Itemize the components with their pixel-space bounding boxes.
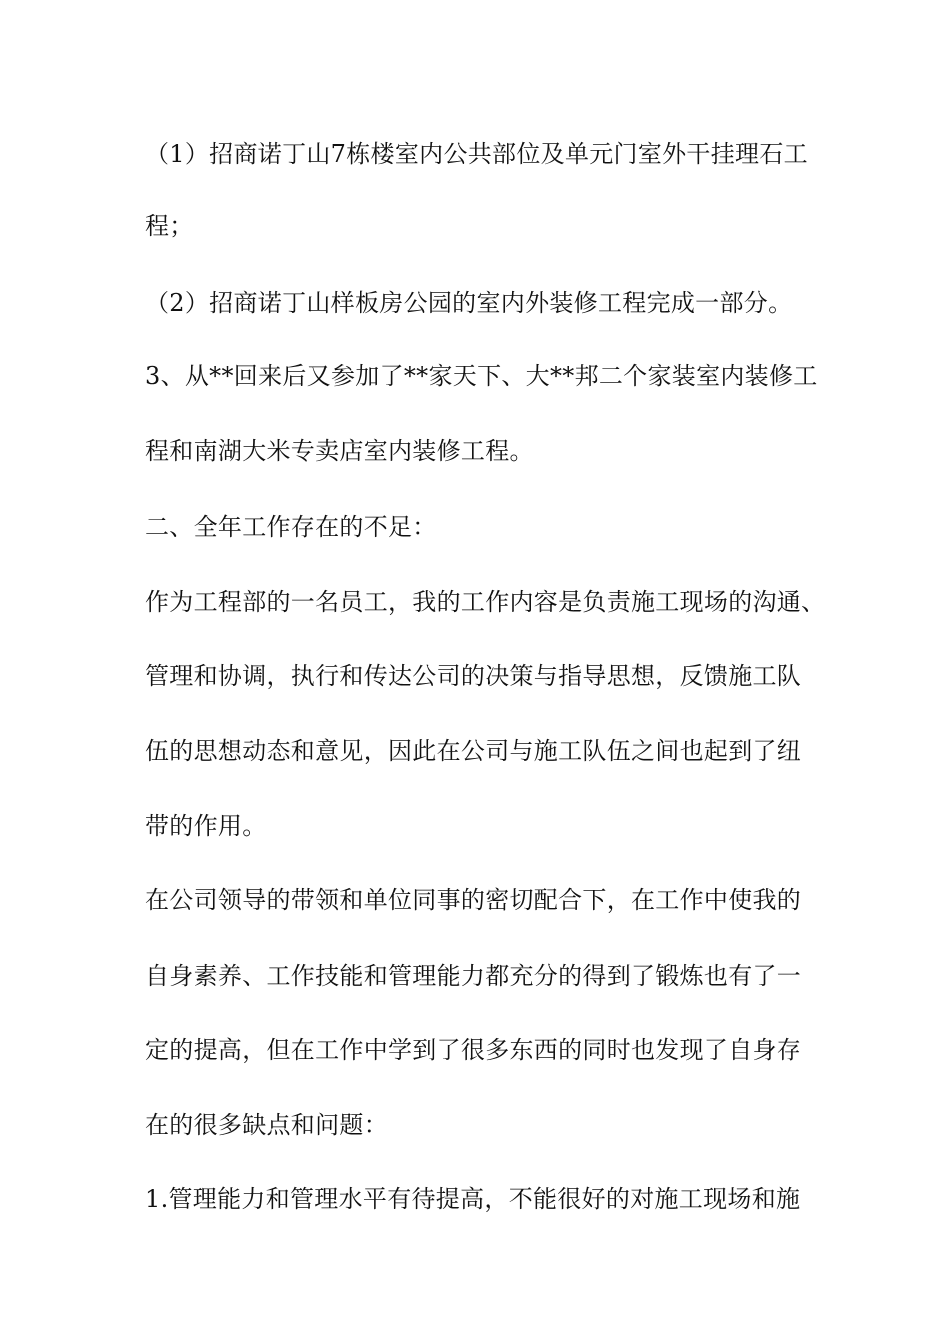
text-line: （1）招商诺丁山7栋楼室内公共部位及单元门室外干挂理石工 <box>145 140 808 168</box>
section-heading: 二、全年工作存在的不足： <box>145 513 437 541</box>
text-line: 在的很多缺点和问题： <box>145 1111 388 1139</box>
text-line: （2）招商诺丁山样板房公园的室内外装修工程完成一部分。 <box>145 289 793 317</box>
text-line: 程； <box>145 212 194 240</box>
text-line: 1.管理能力和管理水平有待提高，不能很好的对施工现场和施 <box>145 1185 801 1213</box>
text-line: 程和南湖大米专卖店室内装修工程。 <box>145 437 534 465</box>
text-line: 定的提高，但在工作中学到了很多东西的同时也发现了自身存 <box>145 1036 802 1064</box>
text-line: 作为工程部的一名员工，我的工作内容是负责施工现场的沟通、 <box>145 588 826 616</box>
text-line: 伍的思想动态和意见，因此在公司与施工队伍之间也起到了纽 <box>145 737 802 765</box>
text-line: 带的作用。 <box>145 812 267 840</box>
text-line: 自身素养、工作技能和管理能力都充分的得到了锻炼也有了一 <box>145 962 802 990</box>
text-line: 3、从**回来后又参加了**家天下、大**邦二个家装室内装修工 <box>145 362 818 390</box>
text-line: 管理和协调，执行和传达公司的决策与指导思想，反馈施工队 <box>145 662 802 690</box>
text-line: 在公司领导的带领和单位同事的密切配合下，在工作中使我的 <box>145 886 802 914</box>
